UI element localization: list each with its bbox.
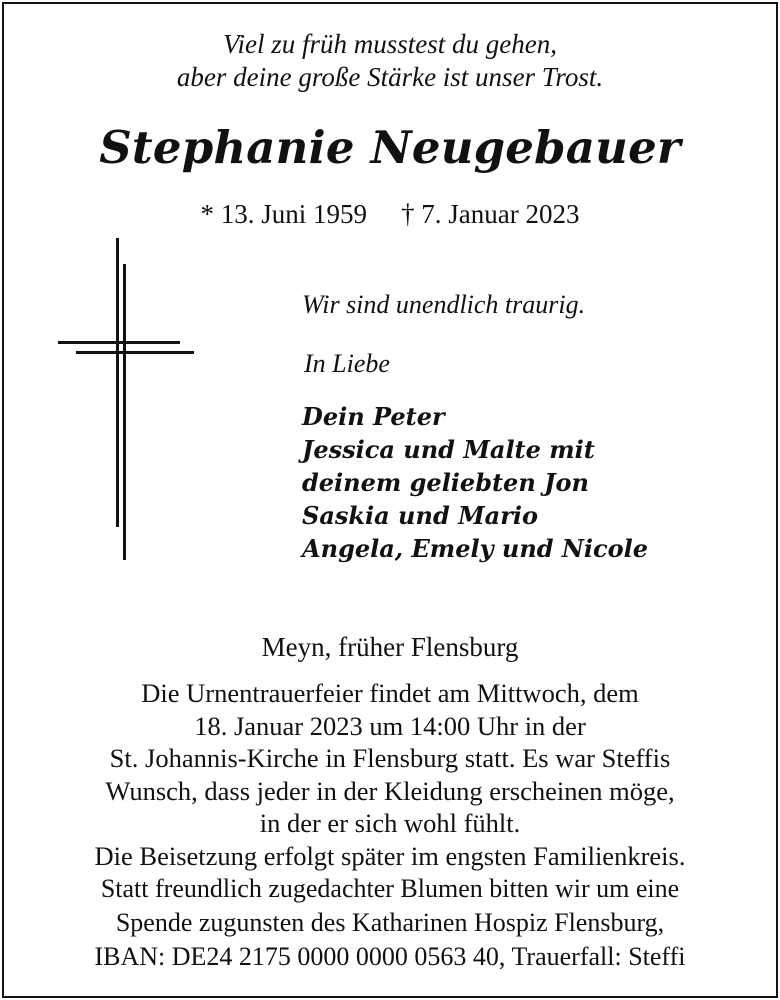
ceremony-line: St. Johannis-Kirche in Flensburg statt. Es war Steffis <box>109 743 671 773</box>
motto-verse <box>0 28 780 94</box>
donation-info <box>0 872 780 974</box>
mourner-line: Saskia und Mario <box>302 501 538 530</box>
cross-horizontal-bar-lower <box>76 351 194 354</box>
ceremony-line: in der er sich wohl fühlt. <box>259 808 521 838</box>
ceremony-line: 18. Januar 2023 um 14:00 Uhr in der <box>194 710 586 741</box>
residence-line: Meyn, früher Flensburg <box>261 632 519 662</box>
mourners-list <box>302 400 648 565</box>
ceremony-line: Die Urnentrauerfeier findet am Mittwoch, dem <box>141 678 639 708</box>
donation-line: Spende zugunsten des Katharinen Hospiz Flensburg, <box>115 908 665 937</box>
death-date: † 7. Januar 2023 <box>401 199 580 229</box>
mourner-line: Jessica und Malte mit <box>302 435 595 464</box>
grief-statement: Wir sind unendlich traurig. <box>302 290 586 319</box>
motto-line-2: aber deine große Stärke ist unser Trost. <box>176 62 604 92</box>
ceremony-info <box>0 677 780 872</box>
motto-line-1: Viel zu früh musstest du gehen, <box>223 29 557 59</box>
deceased-name: Stephanie Neugebauer <box>99 121 681 174</box>
cross-horizontal-bar-upper <box>58 341 180 344</box>
cross-vertical-bar-right <box>123 264 126 560</box>
life-dates <box>0 196 780 232</box>
mourner-line: Dein Peter <box>302 402 445 431</box>
donation-line: Statt freundlich zugedachter Blumen bitten wir um eine <box>100 874 680 903</box>
in-love-line: In Liebe <box>304 349 390 378</box>
birth-date: * 13. Juni 1959 <box>200 199 368 229</box>
mourner-line: Angela, Emely und Nicole <box>302 534 648 563</box>
ceremony-line: Wunsch, dass jeder in der Kleidung erscheinen möge, <box>105 775 675 806</box>
donation-line: IBAN: DE24 2175 0000 0000 0563 40, Trauerfall: Steffi <box>94 942 686 971</box>
ceremony-line: Die Beisetzung erfolgt später im engsten Familienkreis. <box>94 840 686 871</box>
cross-vertical-bar-left <box>116 238 119 527</box>
mourner-line: deinem geliebten Jon <box>302 468 589 497</box>
